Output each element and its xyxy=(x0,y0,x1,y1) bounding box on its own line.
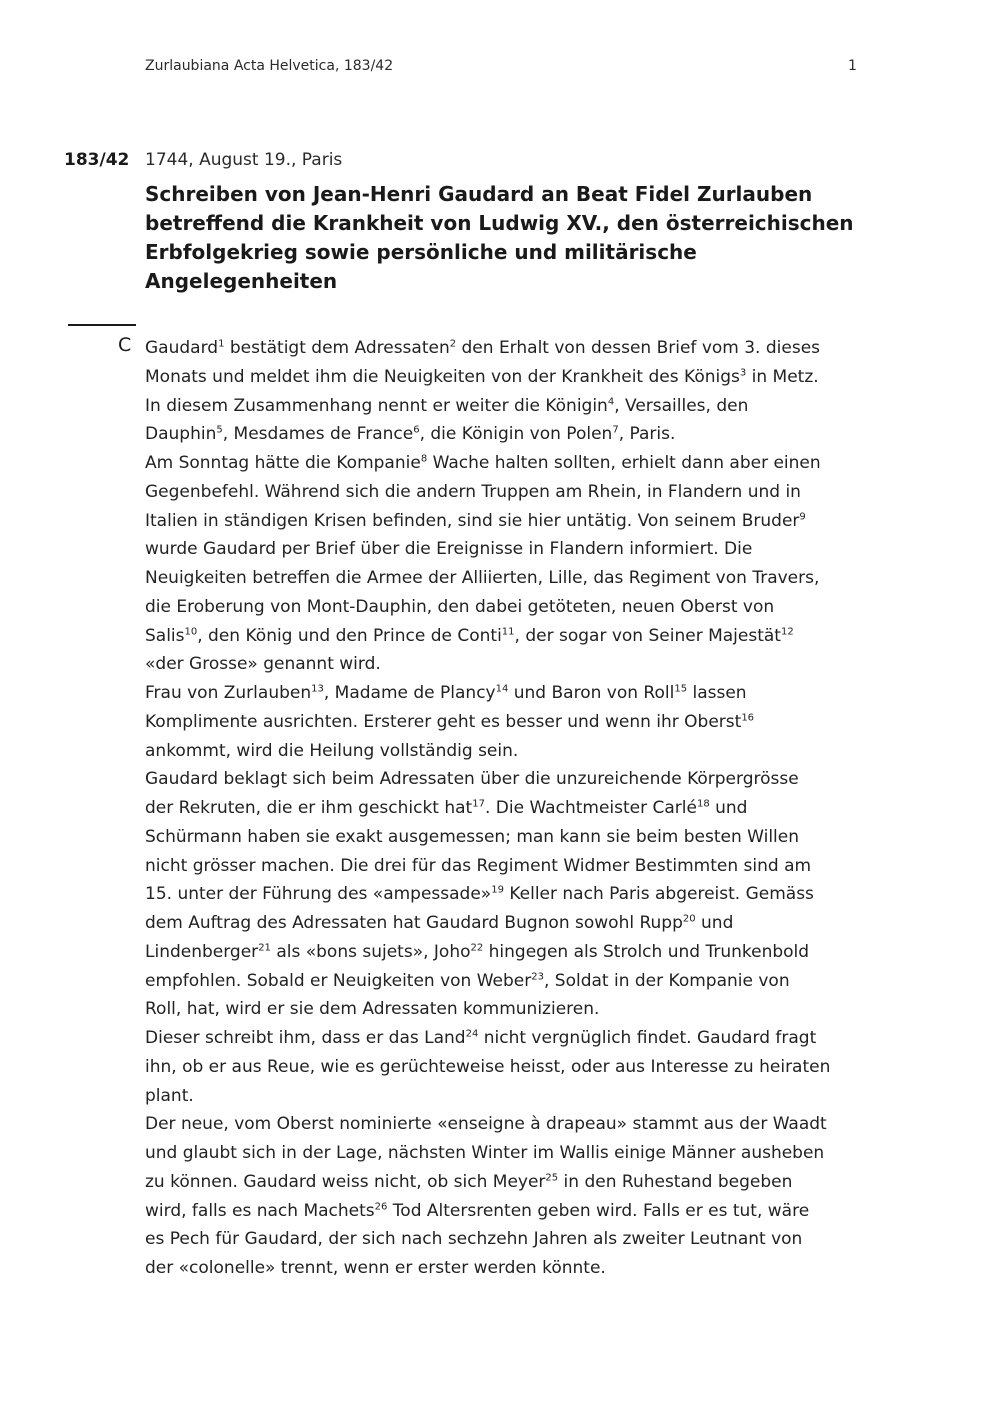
summary-text xyxy=(145,334,875,1283)
summary-text-run: Lindenberger xyxy=(145,941,259,962)
summary-text-run: zu können. Gaudard weiss nicht, ob sich Meyer xyxy=(145,1171,546,1192)
summary-text-run: Dauphin xyxy=(145,424,217,445)
title-line: Angelegenheiten xyxy=(145,269,338,293)
summary-text-run: bestätigt dem Adressaten xyxy=(224,338,450,358)
summary-line xyxy=(145,1225,875,1254)
summary-text-run: den Erhalt von dessen Brief vom 3. dieses xyxy=(456,338,821,358)
summary-text-run: ihn, ob er aus Reue, wie es gerüchteweise heisst, oder aus Interesse zu heiraten xyxy=(145,1056,831,1077)
summary-line xyxy=(145,420,875,449)
summary-line xyxy=(145,507,875,536)
summary-text-run: die Eroberung von Mont-Dauphin, den dabei getöteten, neuen Oberst von xyxy=(145,596,775,617)
summary-line xyxy=(145,1254,875,1283)
summary-text-run: Gegenbefehl. Während sich die andern Truppen am Rhein, in Flandern und in xyxy=(145,481,801,502)
summary-text-run: Gaudard xyxy=(145,338,219,358)
summary-text-run: , Versailles, den xyxy=(614,395,749,416)
summary-text-run: als «bons sujets», Joho xyxy=(270,941,471,962)
footnote-ref: 26 xyxy=(374,1200,388,1212)
footnote-ref: 16 xyxy=(741,712,755,724)
summary-text-run: , Paris. xyxy=(618,424,676,445)
document-id: 183/42 xyxy=(64,150,130,170)
summary-line xyxy=(145,535,875,564)
summary-text-run: Salis xyxy=(145,625,185,646)
summary-text-run: Keller nach Paris abgereist. Gemäss xyxy=(503,884,814,905)
summary-line xyxy=(145,1024,875,1053)
summary-text-run: , Madame de Plancy xyxy=(323,683,496,703)
summary-text-run: wird, falls es nach Machets xyxy=(145,1200,375,1221)
summary-text-run: Tod Altersrenten geben wird. Falls er es tut, wäre xyxy=(387,1200,810,1221)
summary-text-run: Roll, hat, wird er sie dem Adressaten kommunizieren. xyxy=(145,999,600,1020)
summary-line xyxy=(145,449,875,478)
summary-text-run: Neuigkeiten betreffen die Armee der Alliierten, Lille, das Regiment von Travers, xyxy=(145,568,820,588)
summary-text-run: und xyxy=(709,798,748,818)
summary-line xyxy=(145,708,875,737)
summary-text-run: plant. xyxy=(145,1085,194,1106)
summary-text-run: Frau von Zurlauben xyxy=(145,683,312,703)
footnote-ref: 17 xyxy=(472,798,485,810)
summary-text-run: und Baron von Roll xyxy=(508,683,675,703)
summary-text-run: 15. unter der Führung des «ampessade» xyxy=(145,884,492,905)
summary-line xyxy=(145,392,875,421)
summary-text-run: Gaudard beklagt sich beim Adressaten über die unzureichende Körpergrösse xyxy=(145,769,799,790)
summary-text-run: lassen xyxy=(687,683,747,703)
footnote-ref: 14 xyxy=(495,683,509,695)
summary-text-run: . Die Wachtmeister Carlé xyxy=(484,798,697,818)
summary-text-run: Komplimente ausrichten. Ersterer geht es besser und wenn ihr Oberst xyxy=(145,711,742,732)
summary-text-run: dem Auftrag des Adressaten hat Gaudard Bugnon sowohl Rupp xyxy=(145,913,683,933)
footnote-ref: 12 xyxy=(780,625,794,637)
footnote-ref: 22 xyxy=(470,942,484,954)
footnote-ref: 18 xyxy=(696,798,710,810)
footnote-ref: 23 xyxy=(531,970,544,982)
summary-line xyxy=(145,995,875,1024)
summary-line xyxy=(145,737,875,766)
footnote-ref: 24 xyxy=(465,1028,479,1040)
summary-text-run: nicht grösser machen. Die drei für das Regiment Widmer Bestimmten sind am xyxy=(145,855,812,876)
summary-line xyxy=(145,880,875,909)
footnote-ref: 6 xyxy=(413,424,420,436)
summary-line xyxy=(145,1168,875,1197)
footnote-ref: 1 xyxy=(218,338,225,350)
summary-text-run: Italien in ständigen Krisen befinden, sind sie hier untätig. Von seinem Bruder xyxy=(145,510,800,531)
footnote-ref: 21 xyxy=(258,942,271,954)
summary-text-run: in Metz. xyxy=(746,366,819,387)
summary-text-run: es Pech für Gaudard, der sich nach sechzehn Jahren als zweiter Leutnant von xyxy=(145,1229,803,1250)
footnote-ref: 19 xyxy=(491,884,504,896)
summary-text-run: Schürmann haben sie exakt ausgemessen; man kann sie beim besten Willen xyxy=(145,826,800,847)
summary-line xyxy=(145,622,875,651)
summary-line xyxy=(145,1197,875,1226)
summary-line xyxy=(145,1082,875,1111)
footnote-ref: 15 xyxy=(674,683,688,695)
summary-text-run: Monats und meldet ihm die Neuigkeiten von der Krankheit des Königs xyxy=(145,366,740,387)
summary-text-run: , den König und den Prince de Conti xyxy=(197,625,502,646)
document-title xyxy=(145,180,865,296)
page-number: 1 xyxy=(848,58,857,74)
summary-text-run: nicht vergnüglich findet. Gaudard fragt xyxy=(478,1028,817,1048)
running-head: Zurlaubiana Acta Helvetica, 183/42 xyxy=(145,58,394,74)
summary-line xyxy=(145,909,875,938)
summary-text-run: hingegen als Strolch und Trunkenbold xyxy=(483,941,810,962)
summary-text-run: ankommt, wird die Heilung vollständig sein. xyxy=(145,740,519,761)
section-rule xyxy=(68,324,136,326)
title-line: Erbfolgekrieg sowie persönliche und militärische xyxy=(145,240,697,264)
footnote-ref: 10 xyxy=(184,625,198,637)
title-line: betreffend die Krankheit von Ludwig XV., den österreichischen xyxy=(145,211,854,235)
footnote-ref: 13 xyxy=(311,683,324,695)
summary-text-run: Wache halten sollten, erhielt dann aber einen xyxy=(427,453,821,473)
summary-text-run: Der neue, vom Oberst nominierte «enseigne à drapeau» stammt aus der Waadt xyxy=(145,1114,827,1135)
date-place: 1744, August 19., Paris xyxy=(145,150,343,170)
summary-text-run: und xyxy=(695,913,734,933)
footnote-ref: 9 xyxy=(799,510,806,522)
footnote-ref: 7 xyxy=(612,424,619,436)
footnote-ref: 2 xyxy=(449,338,457,350)
summary-text-run: der «colonelle» trennt, wenn er erster werden könnte. xyxy=(145,1258,606,1278)
footnote-ref: 20 xyxy=(682,913,696,925)
footnote-ref: 25 xyxy=(545,1172,559,1184)
footnote-ref: 4 xyxy=(607,395,615,407)
summary-text-run: und glaubt sich in der Lage, nächsten Winter im Wallis einige Männer ausheben xyxy=(145,1143,825,1163)
summary-text-run: Dieser schreibt ihm, dass er das Land xyxy=(145,1028,466,1048)
summary-line xyxy=(145,593,875,622)
footnote-ref: 3 xyxy=(739,367,747,379)
summary-text-run: Am Sonntag hätte die Kompanie xyxy=(145,453,421,473)
summary-text-run: In diesem Zusammenhang nennt er weiter die Königin xyxy=(145,395,608,416)
summary-text-run: , der sogar von Seiner Majestät xyxy=(514,625,781,646)
summary-line xyxy=(145,823,875,852)
summary-text-run: wurde Gaudard per Brief über die Ereignisse in Flandern informiert. Die xyxy=(145,539,753,560)
summary-text-run: in den Ruhestand begeben xyxy=(558,1171,793,1192)
summary-text-run: , Mesdames de France xyxy=(222,424,414,445)
footnote-ref: 5 xyxy=(216,424,223,436)
language-marker: C xyxy=(118,334,132,356)
summary-line xyxy=(145,852,875,881)
summary-text-run: der Rekruten, die er ihm geschickt hat xyxy=(145,798,473,818)
summary-line xyxy=(145,765,875,794)
summary-line xyxy=(145,1110,875,1139)
summary-line xyxy=(145,679,875,708)
summary-text-run: , Soldat in der Kompanie von xyxy=(543,970,790,991)
summary-text-run: , die Königin von Polen xyxy=(419,424,613,445)
summary-line xyxy=(145,938,875,967)
summary-line xyxy=(145,650,875,679)
title-line: Schreiben von Jean-Henri Gaudard an Beat Fidel Zurlauben xyxy=(145,182,813,206)
summary-line xyxy=(145,794,875,823)
summary-line xyxy=(145,334,875,363)
summary-text-run: «der Grosse» genannt wird. xyxy=(145,654,381,675)
summary-line xyxy=(145,1139,875,1168)
summary-line xyxy=(145,564,875,593)
footnote-ref: 8 xyxy=(420,453,428,465)
summary-line xyxy=(145,478,875,507)
summary-line xyxy=(145,1053,875,1082)
footnote-ref: 11 xyxy=(501,625,515,637)
summary-text-run: empfohlen. Sobald er Neuigkeiten von Weber xyxy=(145,970,532,991)
summary-line xyxy=(145,363,875,392)
summary-line xyxy=(145,967,875,996)
